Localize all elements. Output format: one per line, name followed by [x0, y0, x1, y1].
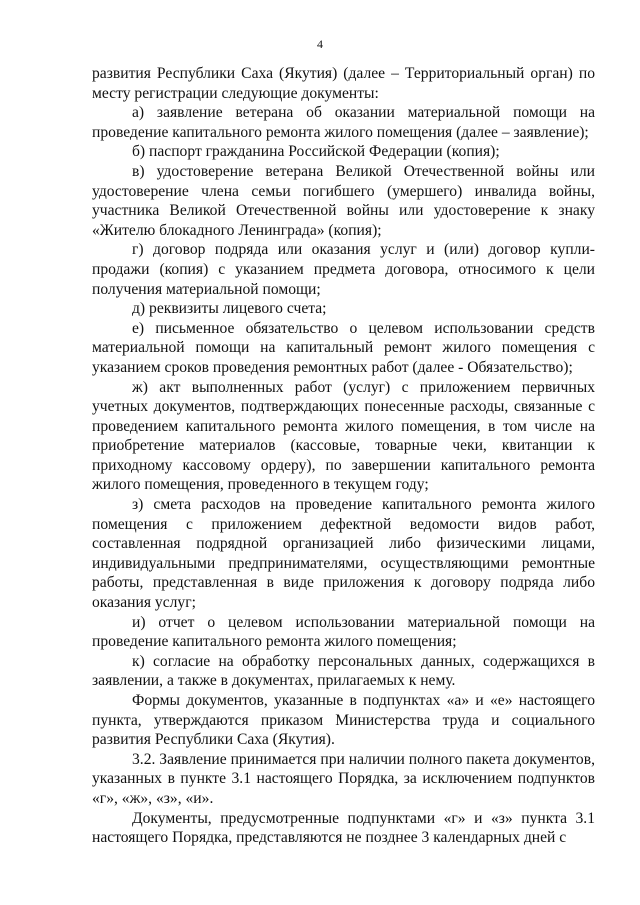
paragraph-continuation: развития Республики Саха (Якутия) (далее – Территориальный орган) по месту регистрации следующие документы:: [92, 65, 595, 102]
document-body: [92, 64, 595, 848]
page-number: 4: [317, 37, 323, 51]
paragraph-item-k: к) согласие на обработку персональных данных, содержащихся в заявлении, а также в документах, прилагаемых к нему.: [92, 652, 595, 690]
paragraph-documents: Документы, предусмотренные подпунктами «г» и «з» пункта 3.1 настоящего Порядка, представляются не позднее 3 календарных дней с: [92, 809, 595, 847]
paragraph-item-z: з) смета расходов на проведение капитального ремонта жилого помещения с приложением дефектной ведомости видов работ, составленная подрядной организацией либо физическими лицами, индивидуальными предпринимателями, осуществляющими ремонтные работы, представленная в виде приложения к договору подряда либо оказания услуг;: [92, 496, 595, 612]
paragraph-forms: Формы документов, указанные в подпунктах «а» и «е» настоящего пункта, утверждаются приказом Министерства труда и социального развития Республики Саха (Якутия).: [92, 692, 595, 749]
paragraph-item-a: а) заявление ветерана об оказании материальной помощи на проведение капитального ремонта жилого помещения (далее – заявление);: [92, 104, 595, 141]
paragraph-item-i: и) отчет о целевом использовании материальной помощи на проведение капитального ремонта жилого помещения;: [92, 613, 595, 651]
paragraph-item-v: в) удостоверение ветерана Великой Отечественной войны или удостоверение члена семьи погибшего (умершего) инвалида войны, участника Великой Отечественной войны или удостоверение к знаку «Жителю блокадного Ленинграда» (копия);: [92, 162, 595, 239]
paragraph-item-g: г) договор подряда или оказания услуг и (или) договор купли-продажи (копия) с указанием предмета договора, относимого к цели получения материальной помощи;: [92, 241, 595, 298]
paragraph-item-d: д) реквизиты лицевого счета;: [132, 300, 327, 318]
paragraph-item-e: е) письменное обязательство о целевом использовании средств материальной помощи на капитальный ремонт жилого помещения с указанием сроков проведения ремонтных работ (далее - Обязательство);: [92, 319, 595, 376]
paragraph-3-2: 3.2. Заявление принимается при наличии полного пакета документов, указанных в пункте 3.1 настоящего Порядка, за исключением подпунктов «г», «ж», «з», «и».: [92, 750, 595, 807]
paragraph-item-zh: ж) акт выполненных работ (услуг) с приложением первичных учетных документов, подтверждающих понесенные расходы, связанные с проведением капитального ремонта жилого помещения, в том числе на приобретение материалов (кассовые, товарные чеки, квитанции к приходному кассовому ордеру), по завершении капитального ремонта жилого помещения, проведенного в текущем году;: [92, 378, 595, 494]
paragraph-item-b: б) паспорт гражданина Российской Федерации (копия);: [132, 143, 500, 161]
